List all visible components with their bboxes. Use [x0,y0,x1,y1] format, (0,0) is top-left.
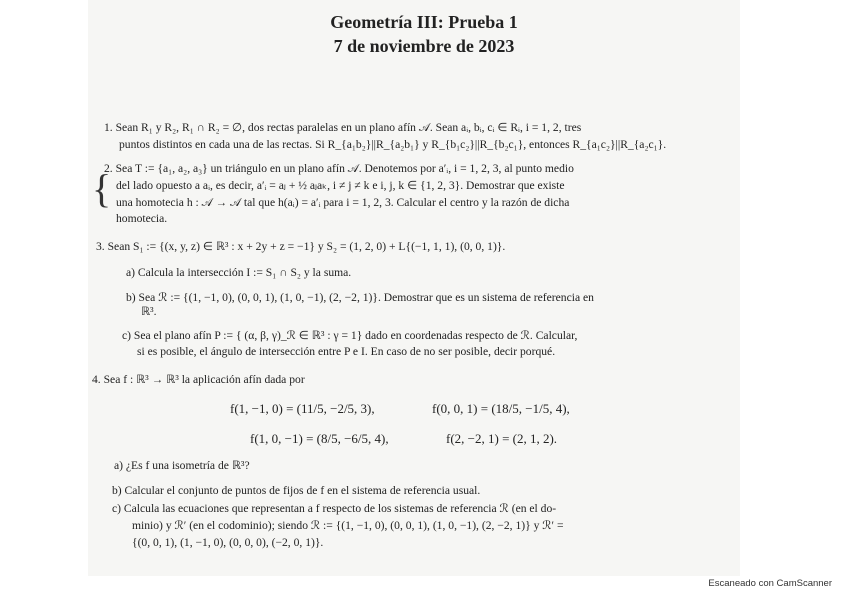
problem-2-line-2: del lado opuesto a aᵢ, es decir, a′ᵢ = aⱼ + ½ aⱼaₖ, i ≠ j ≠ k e i, j, k ∈ {1, 2, 3}. Demostrar que existe [116,179,565,192]
problem-3b-line-1: b) Sea ℛ := {(1, −1, 0), (0, 0, 1), (1, 0, −1), (2, −2, 1)}. Demostrar que es un sistema de referencia en [126,291,594,304]
problem-2-line-4: homotecia. [116,212,168,225]
formula-f2: f(0, 0, 1) = (18/5, −1/5, 4), [432,401,570,416]
formula-f3: f(1, 0, −1) = (8/5, −6/5, 4), [250,431,389,446]
problem-3b-line-2: ℝ³. [141,305,157,318]
problem-3-intro: 3. Sean S₁ := {(x, y, z) ∈ ℝ³ : x + 2y + z = −1} y S₂ = (1, 2, 0) + L{(−1, 1, 1), (0, 0, 1)}. [96,240,506,253]
problem-4a: a) ¿Es f una isometría de ℝ³? [114,459,250,472]
problem-3c-line-2: si es posible, el ángulo de intersección entre P e I. En caso de no ser posible, decir porqué. [137,345,556,358]
problem-4b: b) Calcular el conjunto de puntos de fijos de f en el sistema de referencia usual. [112,484,481,497]
problem-1-line-1: 1. Sean R₁ y R₂, R₁ ∩ R₂ = ∅, dos rectas paralelas en un plano afín 𝒜. Sean aᵢ, bᵢ, cᵢ ∈ Rᵢ, i = 1, 2, tres [104,121,582,134]
formula-f1: f(1, −1, 0) = (11/5, −2/5, 3), [230,401,375,416]
problem-3a: a) Calcula la intersección I := S₁ ∩ S₂ y la suma. [126,266,352,279]
exam-date: 7 de noviembre de 2023 [333,36,515,56]
problem-2-line-1: 2. Sea T := {a₁, a₂, a₃} un triángulo en un plano afín 𝒜. Denotemos por a′ᵢ, i = 1, 2, 3, al punto medio [104,162,574,175]
formula-f4: f(2, −2, 1) = (2, 1, 2). [446,431,558,446]
problem-3c-line-1: c) Sea el plano afín P := { (α, β, γ)_ℛ ∈ ℝ³ : γ = 1} dado en coordenadas respecto de ℛ. Calcular, [122,329,578,342]
handwritten-brace: { [92,166,112,211]
scanner-watermark: Escaneado con CamScanner [708,578,832,589]
problem-1-line-2: puntos distintos en cada una de las rectas. Si R_{a₁b₂}||R_{a₂b₁} y R_{b₁c₂}||R_{b₂c₁}, entonces R_{a₁c₂}||R_{a₂c₁}. [119,138,667,151]
problem-2-line-3: una homotecia h : 𝒜 → 𝒜 tal que h(aᵢ) = a′ᵢ para i = 1, 2, 3. Calcular el centro y la razón de dicha [116,196,570,209]
problem-4c-line-3: {(0, 0, 1), (1, −1, 0), (0, 0, 0), (−2, 0, 1)}. [132,536,324,549]
exam-title: Geometría III: Prueba 1 [330,12,518,32]
problem-4-intro: 4. Sea f : ℝ³ → ℝ³ la aplicación afín dada por [92,373,305,386]
problem-4c-line-1: c) Calcula las ecuaciones que representan a f respecto de los sistemas de referencia ℛ (en el do- [112,502,557,515]
problem-4c-line-2: minio) y ℛ′ (en el codominio); siendo ℛ := {(1, −1, 0), (0, 0, 1), (1, 0, −1), (2, −2, 1)} y ℛ′ = [132,519,564,532]
